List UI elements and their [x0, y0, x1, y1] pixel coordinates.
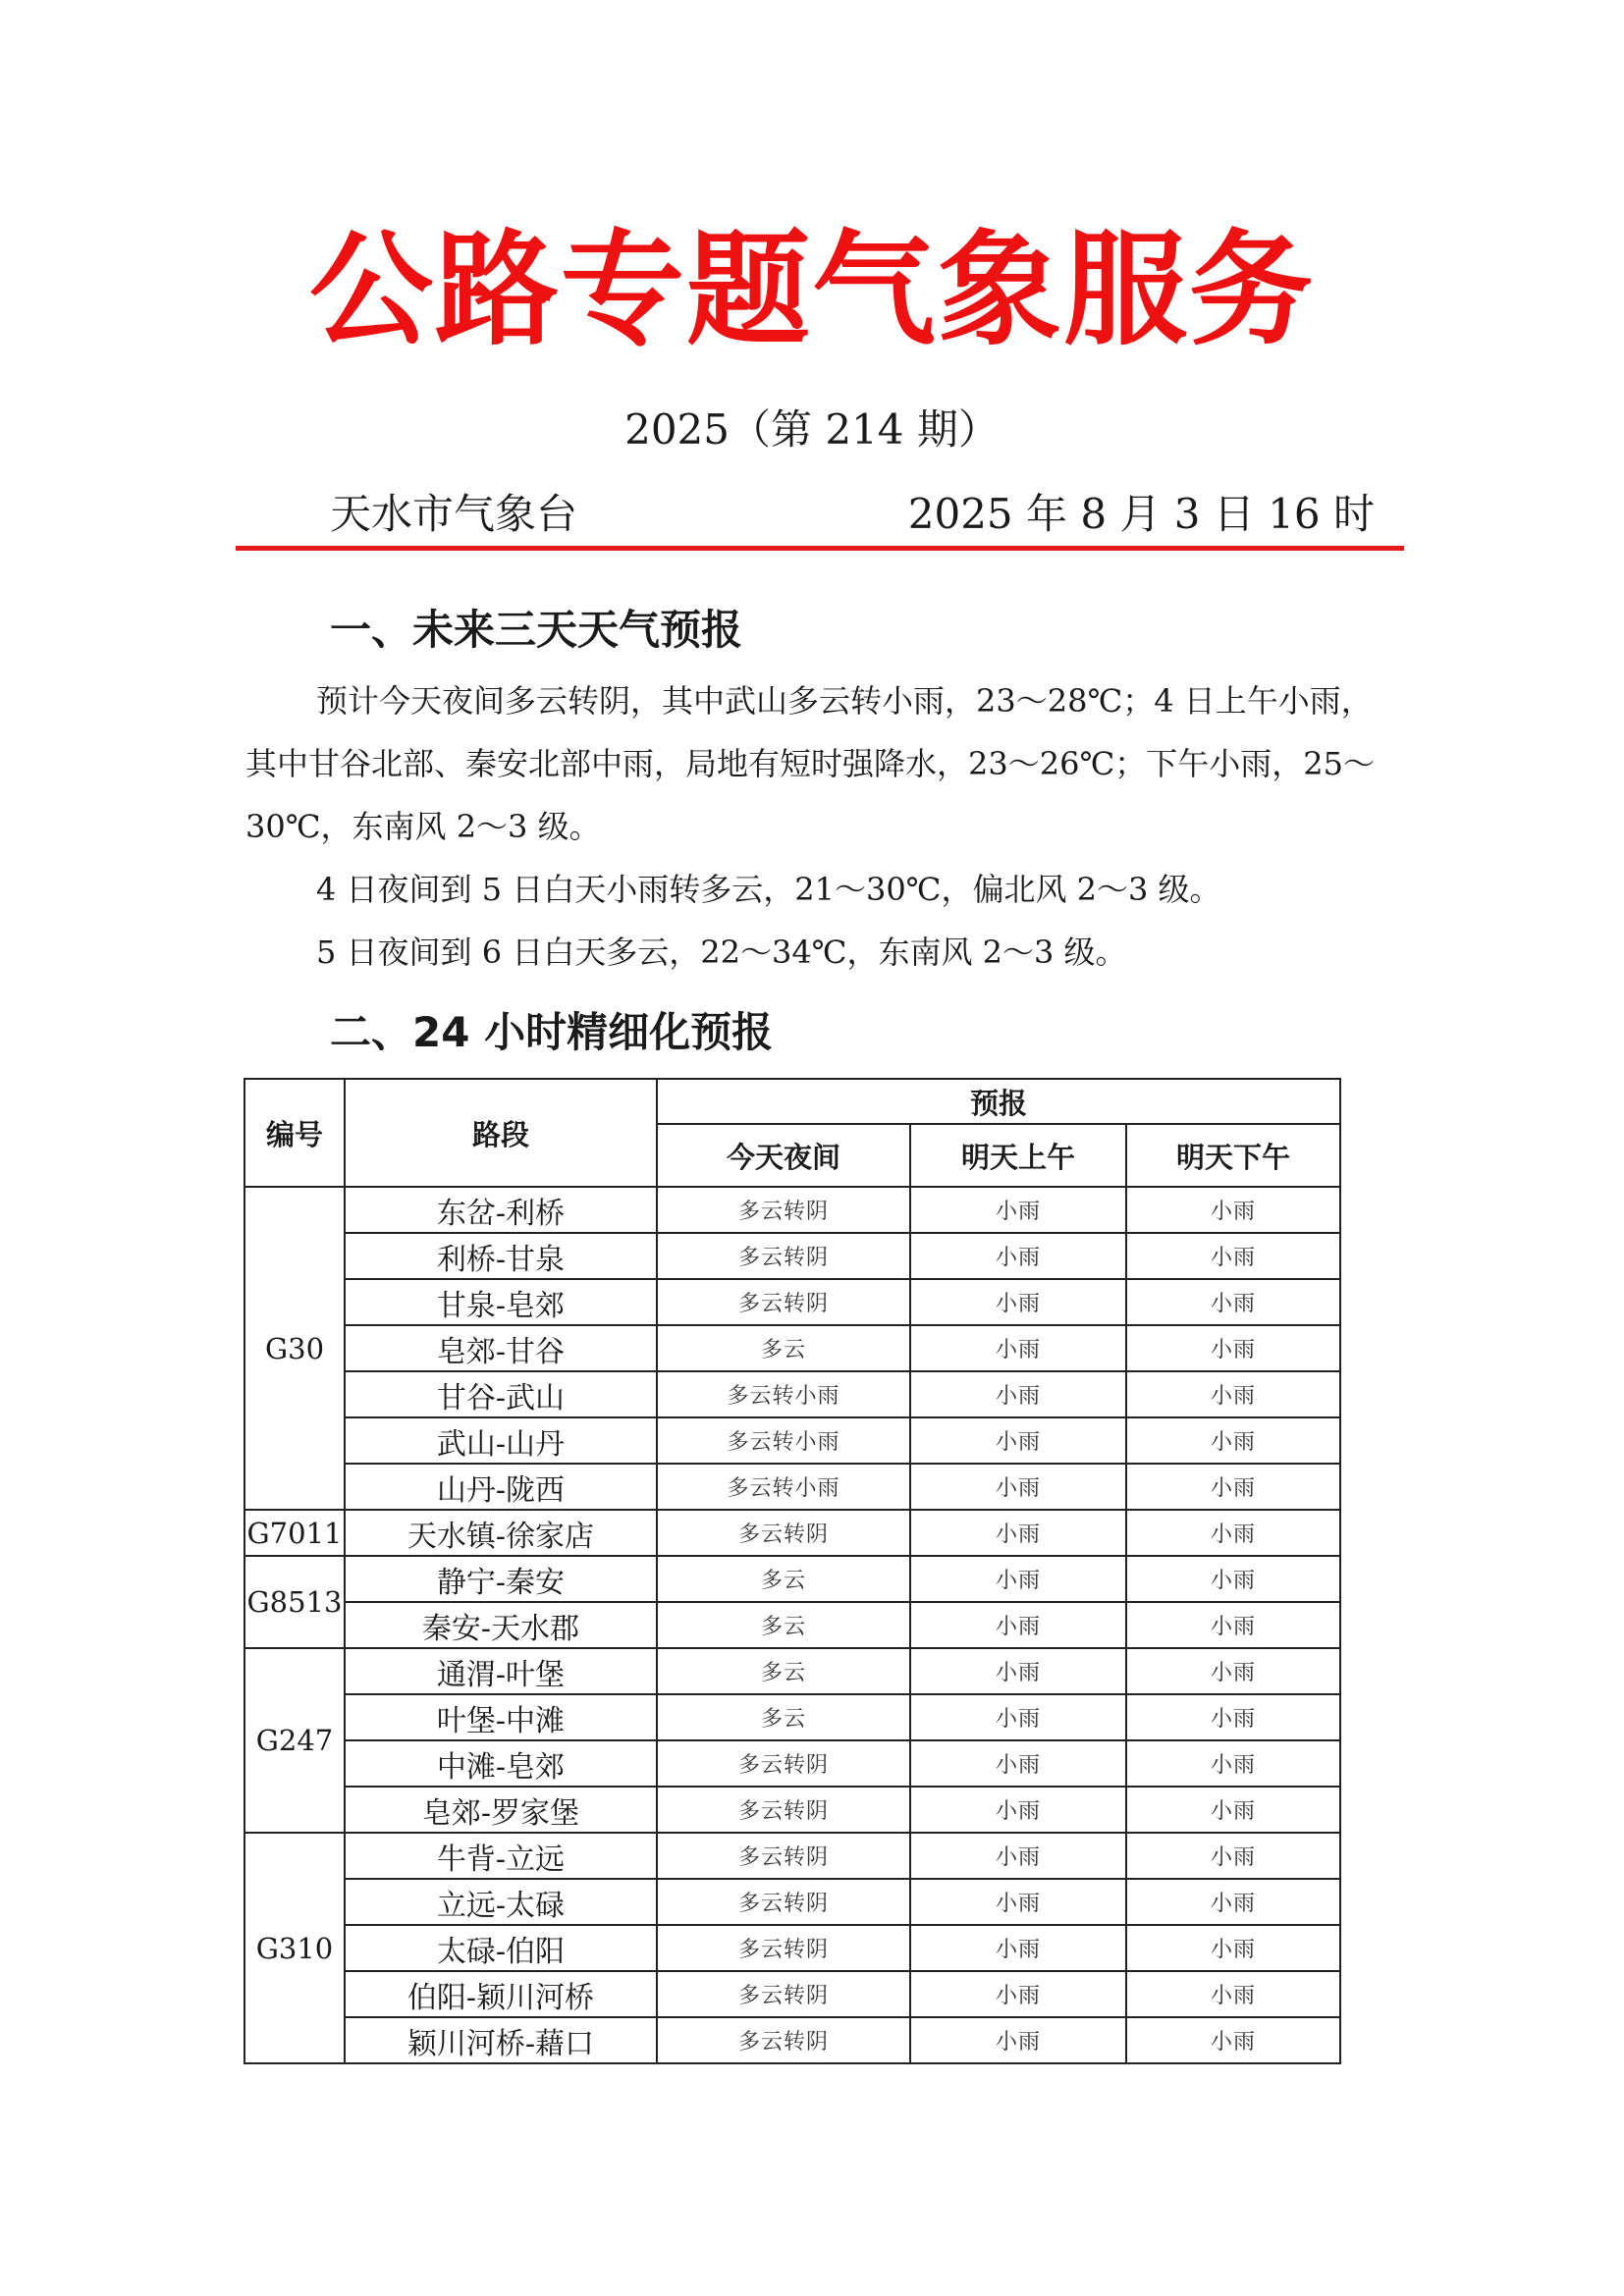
- segment-cell: 静宁-秦安: [345, 1556, 657, 1602]
- table-row: [244, 1694, 1340, 1740]
- tonight-cell: 多云转阴: [657, 1233, 910, 1279]
- tomorrow-pm-cell: 小雨: [1126, 2017, 1340, 2063]
- tonight-cell: 多云转阴: [657, 1187, 910, 1233]
- paragraph-line: 预计今天夜间多云转阴，其中武山多云转小雨，23～28℃；4 日上午小雨，: [316, 682, 1373, 720]
- segment-cell: 皂郊-甘谷: [345, 1325, 657, 1371]
- segment-cell: 牛背-立远: [345, 1833, 657, 1879]
- table-row: [244, 1187, 1340, 1233]
- tomorrow-pm-cell: 小雨: [1126, 1417, 1340, 1464]
- table-row: [244, 1925, 1340, 1971]
- issuing-organization: 天水市气象台: [330, 490, 578, 538]
- segment-cell: 东岔-利桥: [345, 1187, 657, 1233]
- three-day-paragraph-1: [245, 669, 1394, 858]
- tomorrow-am-cell: 小雨: [910, 1510, 1126, 1556]
- tonight-cell: 多云转小雨: [657, 1371, 910, 1417]
- tonight-cell: 多云转阴: [657, 1740, 910, 1787]
- section-heading-three-day: 一、未来三天天气预报: [330, 606, 743, 654]
- tomorrow-pm-cell: 小雨: [1126, 1556, 1340, 1602]
- header-code: 编号: [244, 1079, 345, 1187]
- segment-cell: 皂郊-罗家堡: [345, 1787, 657, 1833]
- table-row: [244, 1464, 1340, 1510]
- header-forecast: 预报: [657, 1079, 1340, 1124]
- tomorrow-am-cell: 小雨: [910, 1694, 1126, 1740]
- tomorrow-pm-cell: 小雨: [1126, 1787, 1340, 1833]
- segment-cell: 山丹-陇西: [345, 1464, 657, 1510]
- header-tomorrow-am: 明天上午: [910, 1124, 1126, 1187]
- segment-cell: 武山-山丹: [345, 1417, 657, 1464]
- forecast-table-body: [244, 1187, 1340, 2063]
- route-code-cell: G7011: [244, 1510, 345, 1556]
- tonight-cell: 多云转小雨: [657, 1464, 910, 1510]
- segment-cell: 伯阳-颖川河桥: [345, 1971, 657, 2017]
- tonight-cell: 多云: [657, 1325, 910, 1371]
- tomorrow-pm-cell: 小雨: [1126, 1648, 1340, 1694]
- tomorrow-pm-cell: 小雨: [1126, 1464, 1340, 1510]
- three-day-paragraph-3: [245, 921, 1394, 984]
- segment-cell: 叶堡-中滩: [345, 1694, 657, 1740]
- tomorrow-am-cell: 小雨: [910, 1325, 1126, 1371]
- segment-cell: 中滩-皂郊: [345, 1740, 657, 1787]
- tomorrow-pm-cell: 小雨: [1126, 1879, 1340, 1925]
- tomorrow-pm-cell: 小雨: [1126, 1971, 1340, 2017]
- tonight-cell: 多云转阴: [657, 1833, 910, 1879]
- segment-cell: 颖川河桥-藉口: [345, 2017, 657, 2063]
- tonight-cell: 多云转小雨: [657, 1417, 910, 1464]
- tomorrow-pm-cell: 小雨: [1126, 1602, 1340, 1648]
- tomorrow-am-cell: 小雨: [910, 2017, 1126, 2063]
- paragraph-line: 30℃，东南风 2～3 级。: [245, 808, 601, 845]
- tomorrow-am-cell: 小雨: [910, 1233, 1126, 1279]
- section-heading-24h: 二、24 小时精细化预报: [330, 1008, 774, 1056]
- table-row: [244, 1279, 1340, 1325]
- table-row: [244, 1556, 1340, 1602]
- header-segment: 路段: [345, 1079, 657, 1187]
- segment-cell: 通渭-叶堡: [345, 1648, 657, 1694]
- header-tonight: 今天夜间: [657, 1124, 910, 1187]
- route-code-cell: G30: [244, 1187, 345, 1510]
- tomorrow-am-cell: 小雨: [910, 1556, 1126, 1602]
- table-row: [244, 1971, 1340, 2017]
- tonight-cell: 多云转阴: [657, 1510, 910, 1556]
- tomorrow-pm-cell: 小雨: [1126, 1510, 1340, 1556]
- table-row: [244, 1325, 1340, 1371]
- route-code-cell: G310: [244, 1833, 345, 2063]
- tomorrow-am-cell: 小雨: [910, 1879, 1126, 1925]
- table-row: [244, 1740, 1340, 1787]
- route-code-cell: G247: [244, 1648, 345, 1833]
- document-title: 公路专题气象服务: [309, 217, 1315, 362]
- tomorrow-am-cell: 小雨: [910, 1371, 1126, 1417]
- tomorrow-am-cell: 小雨: [910, 1464, 1126, 1510]
- tonight-cell: 多云转阴: [657, 1879, 910, 1925]
- tonight-cell: 多云: [657, 1602, 910, 1648]
- tomorrow-am-cell: 小雨: [910, 1740, 1126, 1787]
- three-day-paragraph-2: [245, 858, 1394, 921]
- segment-cell: 甘谷-武山: [345, 1371, 657, 1417]
- tomorrow-pm-cell: 小雨: [1126, 1187, 1340, 1233]
- table-row: [244, 1833, 1340, 1879]
- tomorrow-am-cell: 小雨: [910, 1971, 1126, 2017]
- tomorrow-am-cell: 小雨: [910, 1925, 1126, 1971]
- route-code-cell: G8513: [244, 1556, 345, 1648]
- tomorrow-pm-cell: 小雨: [1126, 1371, 1340, 1417]
- tomorrow-pm-cell: 小雨: [1126, 1325, 1340, 1371]
- paragraph-line: 5 日夜间到 6 日白天多云，22～34℃，东南风 2～3 级。: [316, 934, 1127, 971]
- tonight-cell: 多云转阴: [657, 1971, 910, 2017]
- table-row: [244, 1602, 1340, 1648]
- issue-number: 2025（第 214 期）: [624, 405, 1000, 454]
- table-row: [244, 1787, 1340, 1833]
- tomorrow-pm-cell: 小雨: [1126, 1279, 1340, 1325]
- tonight-cell: 多云: [657, 1694, 910, 1740]
- tonight-cell: 多云: [657, 1648, 910, 1694]
- table-row: [244, 1510, 1340, 1556]
- table-row: [244, 1371, 1340, 1417]
- segment-cell: 秦安-天水郡: [345, 1602, 657, 1648]
- table-row: [244, 2017, 1340, 2063]
- tomorrow-pm-cell: 小雨: [1126, 1694, 1340, 1740]
- tonight-cell: 多云: [657, 1556, 910, 1602]
- tomorrow-pm-cell: 小雨: [1126, 1833, 1340, 1879]
- header-tomorrow-pm: 明天下午: [1126, 1124, 1340, 1187]
- segment-cell: 利桥-甘泉: [345, 1233, 657, 1279]
- tomorrow-am-cell: 小雨: [910, 1648, 1126, 1694]
- header-divider: [236, 546, 1404, 551]
- tomorrow-pm-cell: 小雨: [1126, 1925, 1340, 1971]
- tomorrow-pm-cell: 小雨: [1126, 1233, 1340, 1279]
- tonight-cell: 多云转阴: [657, 1925, 910, 1971]
- tonight-cell: 多云转阴: [657, 2017, 910, 2063]
- table-row: [244, 1648, 1340, 1694]
- tomorrow-am-cell: 小雨: [910, 1833, 1126, 1879]
- tomorrow-am-cell: 小雨: [910, 1279, 1126, 1325]
- paragraph-line: 其中甘谷北部、秦安北部中雨，局地有短时强降水，23～26℃；下午小雨，25～: [245, 745, 1375, 782]
- forecast-table: [244, 1078, 1341, 2064]
- tomorrow-am-cell: 小雨: [910, 1787, 1126, 1833]
- tomorrow-pm-cell: 小雨: [1126, 1740, 1340, 1787]
- segment-cell: 立远-太碌: [345, 1879, 657, 1925]
- issue-datetime: 2025 年 8 月 3 日 16 时: [907, 490, 1375, 538]
- tomorrow-am-cell: 小雨: [910, 1602, 1126, 1648]
- table-row: [244, 1879, 1340, 1925]
- segment-cell: 太碌-伯阳: [345, 1925, 657, 1971]
- tonight-cell: 多云转阴: [657, 1787, 910, 1833]
- segment-cell: 甘泉-皂郊: [345, 1279, 657, 1325]
- tomorrow-am-cell: 小雨: [910, 1417, 1126, 1464]
- table-row: [244, 1233, 1340, 1279]
- tonight-cell: 多云转阴: [657, 1279, 910, 1325]
- tomorrow-am-cell: 小雨: [910, 1187, 1126, 1233]
- segment-cell: 天水镇-徐家店: [345, 1510, 657, 1556]
- paragraph-line: 4 日夜间到 5 日白天小雨转多云，21～30℃，偏北风 2～3 级。: [316, 871, 1221, 908]
- table-row: [244, 1417, 1340, 1464]
